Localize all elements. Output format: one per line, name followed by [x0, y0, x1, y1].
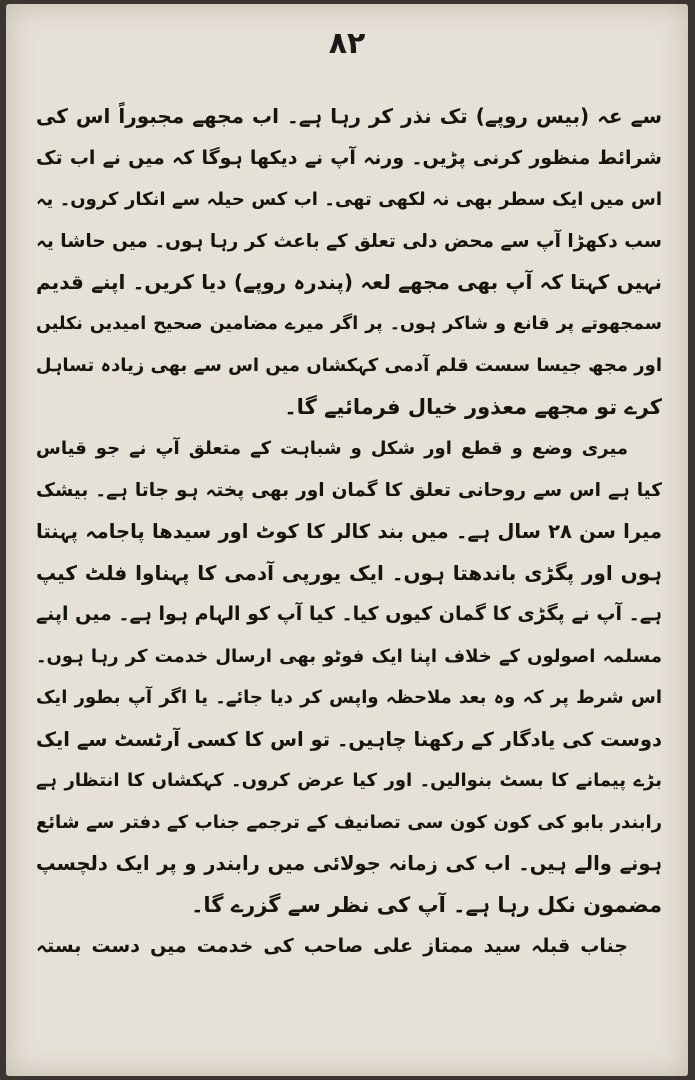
text-line: سب دکھڑا آپ سے محض دلی تعلق کے باعث کر رہا ہوں۔ میں حاشا یہ	[36, 230, 662, 252]
text-line: ہوں اور پگڑی باندھتا ہوں۔ ایک یورپی آدمی کا پہناوا فلٹ کیپ	[36, 560, 662, 585]
text-line: اور مجھ جیسا سست قلم آدمی کہکشاں میں اس سے بھی زیادہ تساہل	[35, 355, 662, 376]
text-line: مسلمہ اصولوں کے خلاف اپنا ایک فوٹو بھی ارسال خدمت کر رہا ہوں۔	[36, 645, 662, 667]
text-line: سے عہ (بیس روپے) تک نذر کر رہا ہے۔ اب مجھے مجبوراً اس کی	[36, 104, 662, 128]
text-line: اس میں ایک سطر بھی نہ لکھی تھی۔ اب کس حیلہ سے انکار کروں۔ یہ	[36, 189, 662, 210]
text-line: سمجھوتے پر قانع و شاکر ہوں۔ پر اگر میرے مضامین صحیح امیدیں نکلیں	[36, 313, 662, 334]
text-line: جناب قبلہ سید ممتاز علی صاحب کی خدمت میں دست بستہ	[36, 935, 628, 957]
book-page	[6, 4, 688, 1076]
page-body-text	[36, 96, 662, 968]
text-line: میری وضع و قطع اور شکل و شباہت کے متعلق آپ نے جو قیاس	[36, 438, 628, 459]
text-line: کیا ہے اس سے روحانی تعلق کا گمان اور بھی پختہ ہو جاتا ہے۔ بیشک	[36, 479, 662, 501]
page-number: ۸۲	[328, 26, 366, 61]
text-line: میرا سن ۲۸ سال ہے۔ میں بند کالر کا کوٹ اور سیدھا پاجامہ پہنتا	[36, 520, 662, 543]
text-line: دوست کی یادگار کے رکھنا چاہیں۔ تو اس کا کسی آرٹسٹ سے ایک	[36, 727, 662, 751]
text-line: بڑے پیمانے کا بسٹ بنوالیں۔ اور کیا عرض کروں۔ کہکشاں کا انتظار ہے	[36, 770, 662, 791]
text-line: شرائط منظور کرنی پڑیں۔ ورنہ آپ نے دیکھا ہوگا کہ میں نے اب تک	[36, 146, 662, 169]
text-line: مضمون نکل رہا ہے۔ آپ کی نظر سے گزرے گا۔	[191, 892, 662, 917]
text-line: ہے۔ آپ نے پگڑی کا گمان کیوں کیا۔ کیا آپ کو الہام ہوا ہے۔ میں اپنے	[36, 603, 662, 625]
text-line: کرے تو مجھے معذور خیال فرمائیے گا۔	[284, 394, 662, 419]
text-line: ہونے والے ہیں۔ اب کی زمانہ جولائی میں رابندر و پر ایک دلچسپ	[36, 852, 662, 875]
text-line: رابندر بابو کی کون کون سی تصانیف کے ترجمے جناب کے دفتر سے شائع	[36, 811, 662, 833]
text-line: نہیں کہتا کہ آپ بھی مجھے لعہ (پندرہ روپے) دیا کریں۔ اپنے قدیم	[36, 270, 662, 294]
text-line: اس شرط پر کہ وہ بعد ملاحظہ واپس کر دیا جائے۔ یا اگر آپ بطور ایک	[36, 687, 662, 708]
